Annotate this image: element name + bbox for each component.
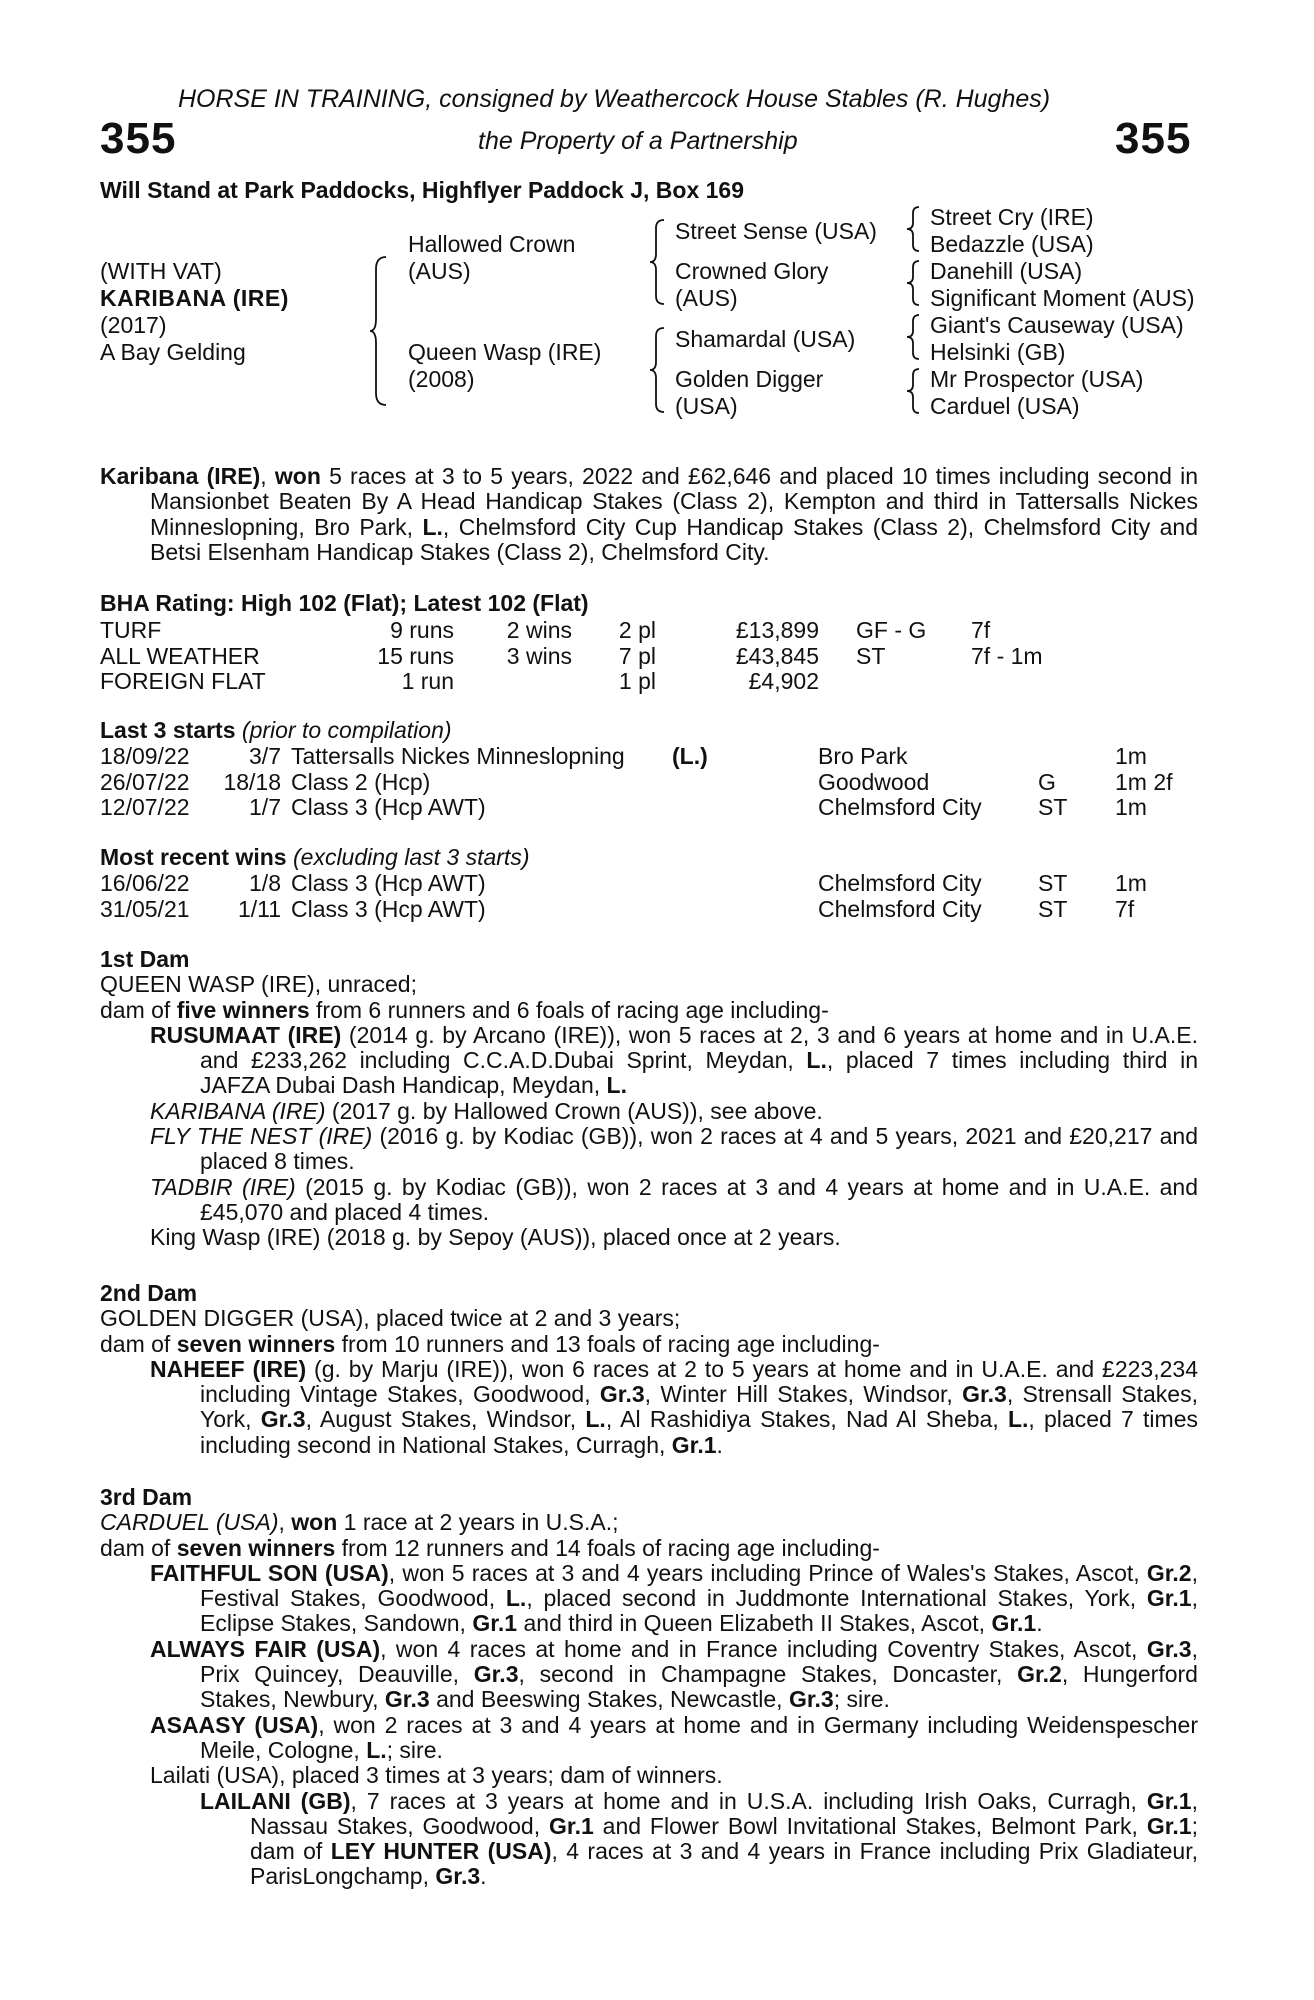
first-dam-entry-karibana: KARIBANA (IRE) (2017 g. by Hallowed Crown (AUS)), see above. [150,1097,823,1124]
first-dam-entry-tadbir: TADBIR (IRE) (2015 g. by Kodiac (GB)), won 2 races at 3 and 4 years at home and in U.A.E. and £45,070 and placed 4 times. [150,1173,1198,1225]
gg-1: Street Cry (IRE) [930,204,1094,230]
gg-3: Danehill (USA) [930,258,1083,284]
foal-year: (2017) [100,312,167,338]
second-dam-title: 2nd Dam [100,1280,198,1306]
first-dam-title: 1st Dam [100,946,190,972]
recent-note: (excluding last 3 starts) [286,844,530,870]
dam-brace [650,326,668,418]
lot-number-left: 355 [100,114,177,163]
rating-placed: 7 pl [618,642,656,669]
race-distance: 1m [1115,743,1147,769]
brace-g3 [907,313,923,363]
gg-8: Carduel (USA) [930,393,1080,419]
rating-distance: 7f - 1m [971,642,1043,669]
race-position: 1/7 [249,794,281,820]
second-dam-line1: GOLDEN DIGGER (USA), placed twice at 2 and 3 years; [100,1305,681,1332]
second-dam-line2: dam of seven winners from 10 runners and 13 foals of racing age including- [100,1330,880,1357]
last3-heading [100,718,452,743]
race-course: Bro Park [818,743,908,769]
horse-name: KARIBANA (IRE) [100,285,289,311]
recent-heading [100,845,529,870]
third-dam-entry-alwaysfair: ALWAYS FAIR (USA), won 4 races at home and in France including Coventry Stakes, Ascot, Gr.3, Prix Quincey, Deauville, Gr.3, second in Champagne Stakes, Doncaster, Gr.2, Hungerford Stakes, Newbury, Gr.3 and Beeswing Stakes, Newcastle, Gr.3; sire. [150,1635,1198,1713]
rating-placed: 2 pl [618,617,656,643]
consignor-line: HORSE IN TRAINING, consigned by Weathercock House Stables (R. Hughes) [178,85,1051,113]
race-date: 26/07/22 [100,768,190,795]
second-dam-section [100,1281,1198,1458]
summary-listed: L. [422,513,443,540]
third-dam-entry-asaasy: ASAASY (USA), won 2 races at 3 and 4 years at home and in Germany including Weidenspescher Meile, Cologne, L.; sire. [150,1711,1198,1763]
rating-wins: 2 wins [506,617,572,643]
first-dam-line2: dam of five winners from 6 runners and 6 foals of racing age including- [100,996,829,1023]
horse-description: A Bay Gelding [100,339,246,365]
third-dam-title: 3rd Dam [100,1484,193,1510]
race-date: 31/05/21 [100,895,190,922]
brace-g2 [907,259,923,309]
dam-year: (2008) [408,366,475,392]
race-date: 16/06/22 [100,870,190,896]
sire-dam: Crowned Glory [675,258,829,284]
rating-runs: 15 runs [377,642,454,669]
sire-origin: (AUS) [408,258,471,284]
race-distance: 7f [1115,895,1135,922]
rating-runs: 1 run [401,668,454,694]
gg-5: Giant's Causeway (USA) [930,312,1184,338]
vat-label: (WITH VAT) [100,258,222,284]
race-distance: 1m [1115,794,1147,820]
brace-g1 [907,205,923,255]
rating-surface: TURF [100,617,162,643]
race-course: Chelmsford City [818,794,982,820]
first-dam-section [100,947,1198,1251]
second-dam-entry-naheef: NAHEEF (IRE) (g. by Marju (IRE)), won 6 races at 2 to 5 years at home and in U.A.E. and £223,234 including Vintage Stakes, Goodwood, Gr.3, Winter Hill Stakes, Windsor, Gr.3, Strensall Stakes, York, Gr.3, August Stakes, Windsor, L., Al Rashidiya Stakes, Nad Al Sheba, L., placed 7 times including second in National Stakes, Curragh, Gr.1. [150,1355,1198,1458]
race-going: G [1038,768,1056,795]
gg-6: Helsinki (GB) [930,339,1066,365]
pedigree-main-brace [370,255,390,410]
third-dam-entry-faithfulson: FAITHFUL SON (USA), won 5 races at 3 and 4 years including Prince of Wales's Stakes, Ascot, Gr.2, Festival Stakes, Goodwood, L., placed second in Juddmonte International Stakes, York, Gr.1, Eclipse Stakes, Sandown, Gr.1 and third in Queen Elizabeth II Stakes, Ascot, Gr.1. [150,1559,1198,1637]
third-dam-line2: dam of seven winners from 12 runners and 14 foals of racing age including- [100,1534,880,1561]
sire-name: Hallowed Crown [408,231,576,257]
third-dam-line1: CARDUEL (USA), won 1 race at 2 years in U.S.A.; [100,1509,619,1536]
race-summary: Karibana (IRE), won 5 races at 3 to 5 years, 2022 and £62,646 and placed 10 times including second in Mansionbet Beaten By A Head Handicap Stakes (Class 2), Kempton and third in Tattersalls Nickes Minneslopning, Bro Park, L., Chelmsford City Cup Handicap Stakes (Class 2), Chelmsford City and Betsi Elsenham Handicap Stakes (Class 2), Chelmsford City. [100,463,1198,565]
stand-location: Will Stand at Park Paddocks, Highflyer Paddock J, Box 169 [100,177,744,203]
dam-dam-origin: (USA) [675,393,738,419]
race-date: 12/07/22 [100,794,190,820]
race-distance: 1m 2f [1115,768,1173,795]
gg-4: Significant Moment (AUS) [930,285,1195,311]
race-position: 3/7 [249,743,281,769]
rating-title: BHA Rating: High 102 (Flat); Latest 102 (Flat) [100,590,589,616]
race-name: Class 3 (Hcp AWT) [291,895,486,922]
last3-title: Last 3 starts [100,717,236,743]
race-name: Class 3 (Hcp AWT) [291,794,486,820]
first-dam-line1: QUEEN WASP (IRE), unraced; [100,971,417,998]
sire-brace [650,218,668,310]
race-listed-mark: (L.) [672,743,708,769]
summary-won: won [274,463,321,489]
first-dam-entry-flythenest: FLY THE NEST (IRE) (2016 g. by Kodiac (GB)), won 2 races at 4 and 5 years, 2021 and £20,217 and placed 8 times. [150,1123,1198,1175]
dam-name: Queen Wasp (IRE) [408,339,602,365]
property-line: the Property of a Partnership [478,127,798,155]
rating-runs: 9 runs [390,617,454,643]
rating-placed: 1 pl [618,668,656,694]
race-going: ST [1038,794,1068,820]
dam-dam: Golden Digger [675,366,824,392]
summary-name: Karibana (IRE) [100,463,261,489]
sire-sire: Street Sense (USA) [675,218,877,244]
race-distance: 1m [1115,870,1147,896]
race-position: 18/18 [223,768,281,795]
gg-7: Mr Prospector (USA) [930,366,1144,392]
rating-surface: ALL WEATHER [100,642,260,669]
rating-prize: £4,902 [748,668,819,694]
rating-wins: 3 wins [506,642,572,669]
race-going: ST [1038,870,1068,896]
rating-going: GF - G [856,617,927,643]
race-name: Tattersalls Nickes Minneslopning [291,743,625,769]
summary-text: 5 races at 3 to 5 years, 2022 and £62,646 and placed 10 times including second in Mansionbet Beaten By A Head Handicap Stakes (Class 2), Kempton and third in Tattersalls Nickes Minneslopning, Bro Park, [150,463,1198,540]
race-position: 1/8 [249,870,281,896]
race-name: Class 3 (Hcp AWT) [291,870,486,896]
first-dam-entry-rusumaat: RUSUMAAT (IRE) (2014 g. by Arcano (IRE)), won 5 races at 2, 3 and 6 years at home and in U.A.E. and £233,262 including C.C.A.D.Dubai Sprint, Meydan, L., placed 7 times including third in JAFZA Dubai Dash Handicap, Meydan, L. [150,1021,1198,1099]
brace-g4 [907,367,923,417]
third-dam-section [100,1485,1198,1890]
dam-sire: Shamardal (USA) [675,326,856,352]
race-course: Chelmsford City [818,870,982,896]
sire-dam-origin: (AUS) [675,285,738,311]
race-course: Chelmsford City [818,895,982,922]
race-course: Goodwood [818,768,930,795]
rating-prize: £43,845 [735,642,819,669]
third-dam-entry-lailati: Lailati (USA), placed 3 times at 3 years; dam of winners. [150,1762,723,1789]
rating-going: ST [856,642,886,669]
rating-surface: FOREIGN FLAT [100,668,266,694]
race-date: 18/09/22 [100,743,190,769]
gg-2: Bedazzle (USA) [930,231,1094,257]
lot-number-right: 355 [1115,114,1192,163]
rating-prize: £13,899 [735,617,819,643]
first-dam-entry-kingwasp: King Wasp (IRE) (2018 g. by Sepoy (AUS)), placed once at 2 years. [150,1224,841,1251]
rating-distance: 7f [971,617,991,643]
recent-title: Most recent wins [100,844,287,870]
race-name: Class 2 (Hcp) [291,768,431,795]
last3-note: (prior to compilation) [235,717,452,743]
race-going: ST [1038,895,1068,922]
race-position: 1/11 [237,895,281,922]
third-dam-entry-lailani: LAILANI (GB), 7 races at 3 years at home and in U.S.A. including Irish Oaks, Curragh, Gr.1, Nassau Stakes, Goodwood, Gr.1 and Flower Bowl Invitational Stakes, Belmont Park, Gr.1; dam of LEY HUNTER (USA), 4 races at 3 and 4 years in France including Prix Gladiateur, ParisLongchamp, Gr.3. [200,1787,1198,1890]
summary-text2: , Chelmsford City Cup Handicap Stakes (Class 2), Chelmsford City and Betsi Elsenham Handicap Stakes (Class 2), Chelmsford City. [150,513,1198,565]
